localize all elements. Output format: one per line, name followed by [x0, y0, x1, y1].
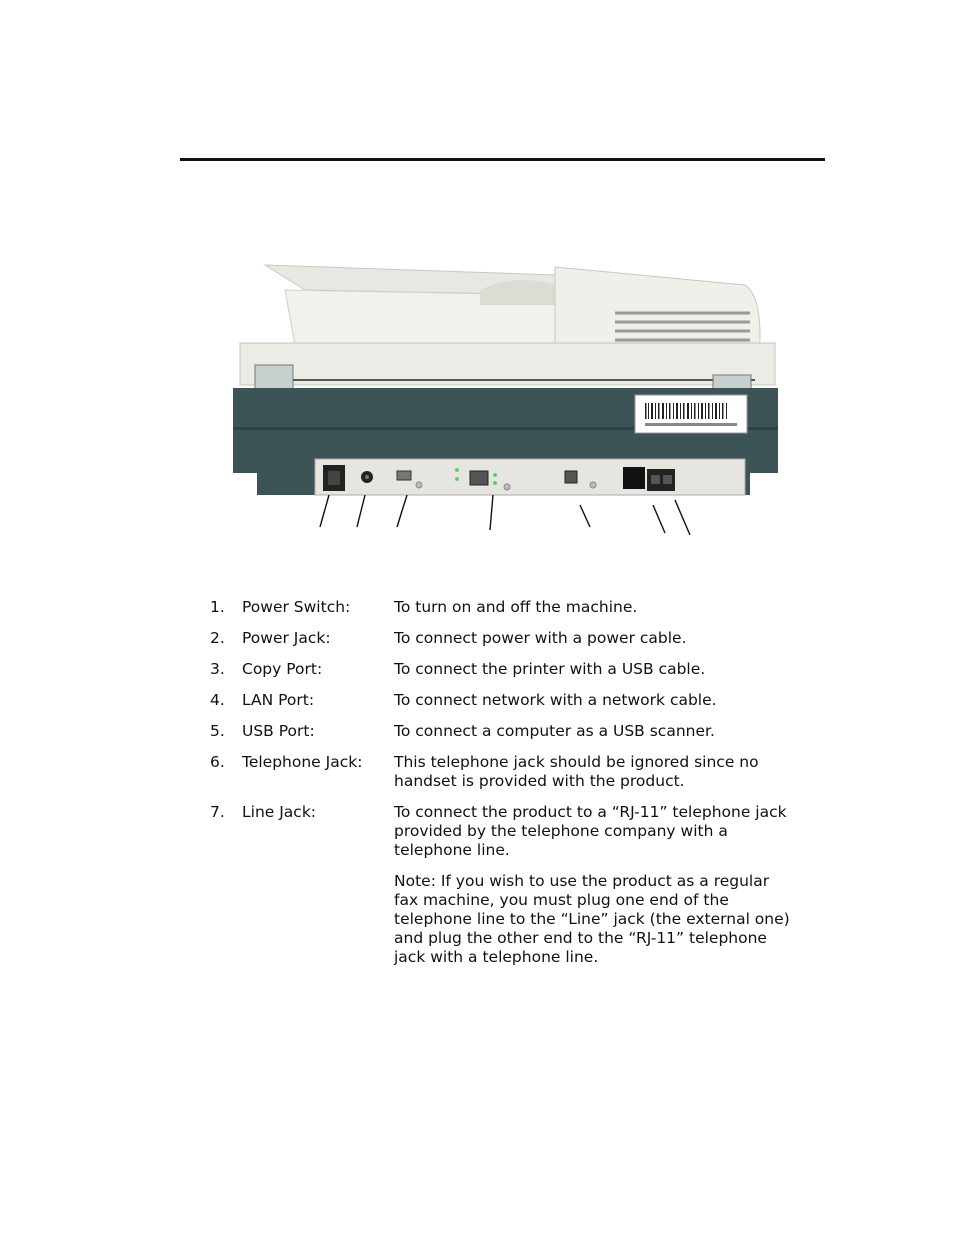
item-description: To connect power with a power cable.	[394, 629, 687, 647]
item-label: Telephone Jack:	[242, 753, 363, 771]
item-label: Line Jack:	[242, 803, 317, 821]
item-number: 4.	[210, 691, 225, 709]
item-label: LAN Port:	[242, 691, 315, 709]
header-rule	[180, 158, 825, 161]
item-description: To turn on and off the machine.	[394, 598, 638, 616]
item-description: To connect the printer with a USB cable.	[394, 660, 706, 678]
item-number: 6.	[210, 753, 225, 771]
item-description: To connect the product to a “RJ-11” telephone jack provided by the telephone company with a telephone line.	[394, 803, 787, 859]
item-label: Power Switch:	[242, 598, 351, 616]
list-item	[210, 691, 810, 710]
note-text: Note: If you wish to use the product as a regular fax machine, you must plug one end of the telephone line to the “Line” jack (the external one) and plug the other end to the “RJ-11” telephone jack with a telephone line.	[394, 872, 790, 966]
list-item	[210, 753, 810, 791]
port-description-list	[210, 598, 810, 967]
list-item	[210, 660, 810, 679]
item-description: To connect network with a network cable.	[394, 691, 717, 709]
list-item	[210, 598, 810, 617]
item-number: 1.	[210, 598, 225, 616]
list-item	[210, 629, 810, 648]
item-number: 5.	[210, 722, 225, 740]
scanner-rear-view-image	[225, 255, 795, 545]
item-label: Power Jack:	[242, 629, 331, 647]
item-number: 2.	[210, 629, 225, 647]
list-item	[210, 722, 810, 741]
item-label: USB Port:	[242, 722, 315, 740]
item-description: This telephone jack should be ignored since no handset is provided with the product.	[394, 753, 759, 790]
item-number: 3.	[210, 660, 225, 678]
item-number: 7.	[210, 803, 225, 821]
item-description: To connect a computer as a USB scanner.	[394, 722, 715, 740]
list-item	[210, 803, 810, 860]
item-label: Copy Port:	[242, 660, 323, 678]
